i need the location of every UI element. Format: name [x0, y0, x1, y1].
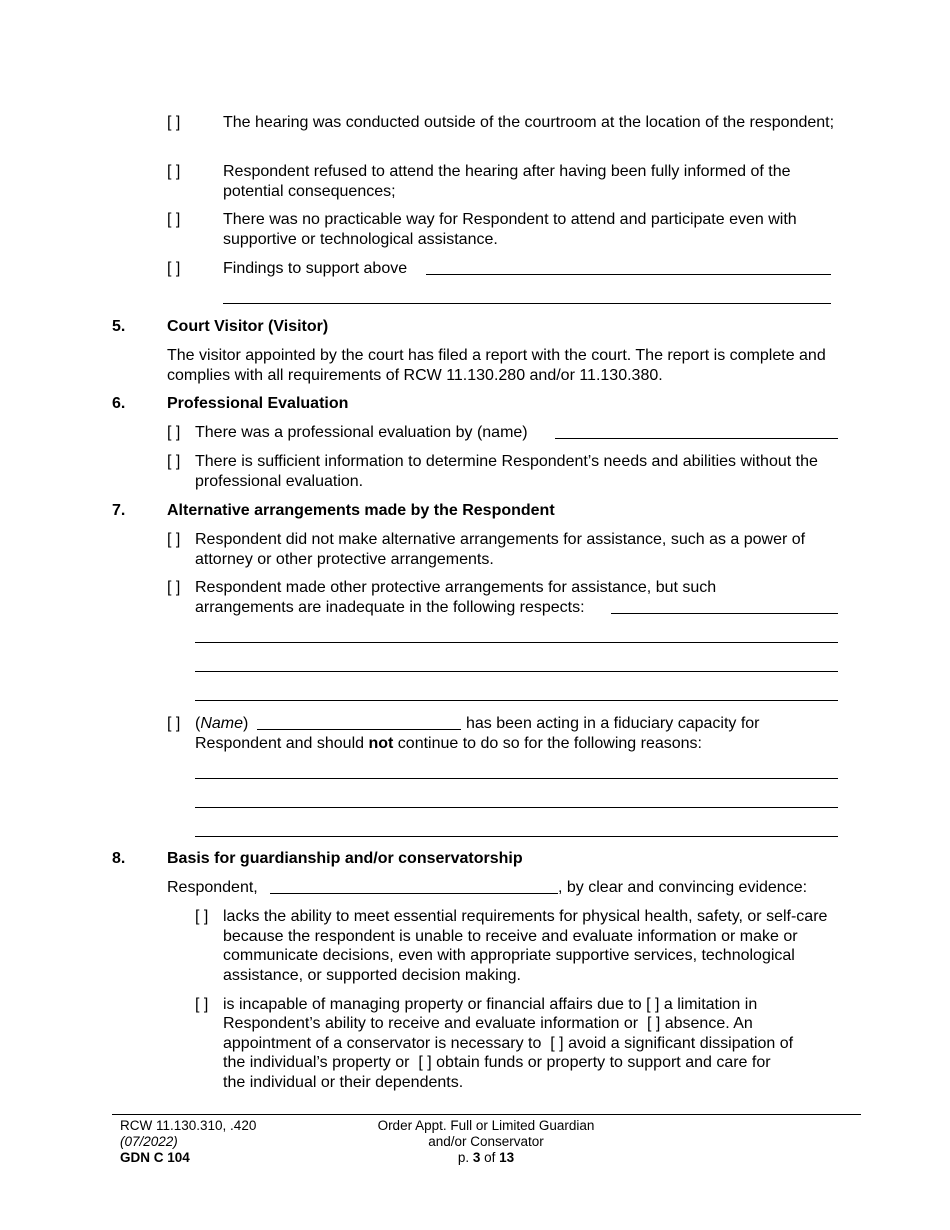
- item-incapable-l1: is incapable of managing property or financial affairs due to [ ] a limitation in: [223, 996, 758, 1013]
- section-5-heading: Court Visitor (Visitor): [167, 318, 329, 335]
- section-7-number: 7.: [112, 502, 126, 519]
- footer-title-1: Order Appt. Full or Limited Guardian: [377, 1118, 595, 1133]
- item-hearing-outside: The hearing was conducted outside of the courtroom at the location of the respondent;: [223, 114, 835, 131]
- checkbox-sufficient-info[interactable]: [ ]: [167, 453, 181, 470]
- checkbox-findings[interactable]: [ ]: [167, 260, 181, 277]
- item-no-practicable-way: There was no practicable way for Respondent to attend and participate even with supportive or technological assistance.: [223, 211, 797, 248]
- page-prefix: p.: [457, 1150, 473, 1165]
- section-8-heading: Basis for guardianship and/or conservatorship: [167, 850, 523, 867]
- inadequate-blank-4[interactable]: [195, 700, 838, 701]
- paren-open: (: [195, 715, 201, 732]
- footer-rcw: RCW 11.130.310, .420: [120, 1118, 257, 1133]
- checkbox-hearing-outside[interactable]: [ ]: [167, 114, 181, 131]
- item-refused-attend: Respondent refused to attend the hearing after having been fully informed of the potential consequences;: [223, 163, 791, 200]
- footer-form-number: GDN C 104: [120, 1150, 190, 1165]
- fiduciary-reasons-blank-1[interactable]: [195, 778, 838, 779]
- section-5-body: The visitor appointed by the court has filed a report with the court. The report is complete and complies with all requirements of RCW 11.130.280 and/or 11.130.380.: [167, 347, 826, 384]
- checkbox-inadequate-arrangements[interactable]: [ ]: [167, 579, 181, 596]
- fiduciary-name-blank[interactable]: [257, 729, 461, 730]
- section-6-heading: Professional Evaluation: [167, 395, 349, 412]
- inadequate-blank-3[interactable]: [195, 671, 838, 672]
- findings-blank-2[interactable]: [223, 303, 831, 304]
- footer-title-2: and/or Conservator: [428, 1134, 544, 1149]
- footer-divider: [112, 1114, 861, 1115]
- item-inadequate-line2: arrangements are inadequate in the following respects:: [195, 599, 585, 616]
- checkbox-lacks-ability[interactable]: [ ]: [195, 908, 209, 925]
- item-lacks-ability: lacks the ability to meet essential requirements for physical health, safety, or self-care because the respondent is unable to receive and evaluate information or make or communicate decisions, even with appropriate supportive services, technological assistance, or supported decision making.: [223, 908, 828, 984]
- page-total: 13: [499, 1150, 515, 1165]
- fiduciary-line2-b: continue to do so for the following reasons:: [393, 735, 702, 752]
- item-incapable-l2: Respondent’s ability to receive and evaluate information or [ ] absence. An: [223, 1015, 753, 1032]
- item-fiduciary-line2: [195, 734, 702, 754]
- checkbox-incapable-managing[interactable]: [ ]: [195, 996, 209, 1013]
- inadequate-blank-2[interactable]: [195, 642, 838, 643]
- findings-blank-1[interactable]: [426, 274, 831, 275]
- inadequate-blank-1[interactable]: [611, 613, 838, 614]
- item-professional-eval: There was a professional evaluation by (name): [195, 424, 528, 441]
- footer-page-number: [346, 1150, 626, 1167]
- name-label: Name: [200, 715, 244, 732]
- section-7-heading: Alternative arrangements made by the Respondent: [167, 502, 555, 519]
- fiduciary-reasons-blank-2[interactable]: [195, 807, 838, 808]
- fiduciary-not: not: [368, 735, 394, 752]
- footer-date: (07/2022): [120, 1134, 178, 1149]
- item-fiduciary-line1: [195, 714, 248, 734]
- checkbox-fiduciary[interactable]: [ ]: [167, 715, 181, 732]
- page-of: of: [480, 1150, 500, 1165]
- item-fiduciary-after: has been acting in a fiduciary capacity for: [466, 715, 760, 732]
- page-current: 3: [472, 1150, 481, 1165]
- item-incapable-l3: appointment of a conservator is necessary to [ ] avoid a significant dissipation of: [223, 1035, 794, 1052]
- item-no-alt-arrangements: Respondent did not make alternative arrangements for assistance, such as a power of attorney or other protective arrangements.: [195, 531, 806, 568]
- section-6-number: 6.: [112, 395, 126, 412]
- respondent-label: Respondent,: [167, 879, 258, 896]
- item-incapable-l4: the individual’s property or [ ] obtain funds or property to support and care for: [223, 1054, 771, 1071]
- respondent-name-blank[interactable]: [270, 893, 558, 894]
- item-incapable-l5: the individual or their dependents.: [223, 1074, 464, 1091]
- item-findings-label: Findings to support above: [223, 260, 408, 277]
- fiduciary-line2-a: Respondent and should: [195, 735, 369, 752]
- respondent-intro-after: , by clear and convincing evidence:: [558, 879, 808, 896]
- item-sufficient-info: There is sufficient information to determine Respondent’s needs and abilities without the professional evaluation.: [195, 453, 818, 490]
- item-inadequate-line1: Respondent made other protective arrangements for assistance, but such: [195, 579, 717, 596]
- checkbox-refused-attend[interactable]: [ ]: [167, 163, 181, 180]
- checkbox-professional-eval[interactable]: [ ]: [167, 424, 181, 441]
- checkbox-no-alt-arrangements[interactable]: [ ]: [167, 531, 181, 548]
- checkbox-no-practicable-way[interactable]: [ ]: [167, 211, 181, 228]
- fiduciary-reasons-blank-3[interactable]: [195, 836, 838, 837]
- evaluator-name-blank[interactable]: [555, 438, 838, 439]
- section-8-number: 8.: [112, 850, 126, 867]
- paren-close: ): [243, 715, 249, 732]
- section-5-number: 5.: [112, 318, 126, 335]
